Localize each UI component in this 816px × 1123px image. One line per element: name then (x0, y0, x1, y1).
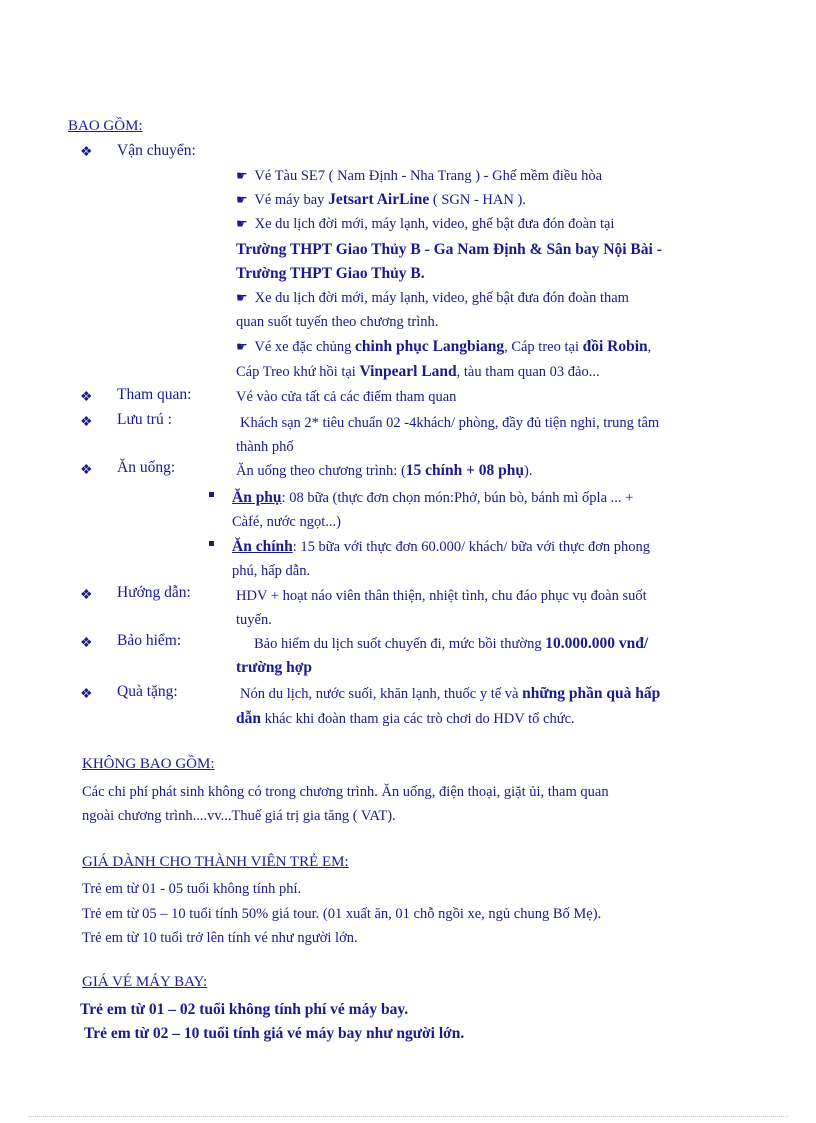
transport-line-3c: Trường THPT Giao Thủy B. (236, 265, 425, 282)
insurance-line-2: trường hợp (236, 659, 312, 676)
lodging-line-1: Khách sạn 2* tiêu chuẩn 02 -4khách/ phòng, đầy đủ tiện nghi, trung tâm (240, 415, 660, 431)
transport-line-3: ☛ Xe du lịch đời mới, máy lạnh, video, ghế bật đưa đón đoàn tại (236, 212, 760, 236)
lodging-line-2: thành phố (236, 439, 294, 455)
children-line-1: Trẻ em từ 01 - 05 tuổi không tính phí. (82, 881, 302, 897)
pointing-hand-icon: ☛ (236, 192, 248, 207)
square-bullet-icon (209, 492, 214, 497)
transport-line-1: ☛ Vé Tàu SE7 ( Nam Định - Nha Trang ) - Ghế mềm điều hòa (236, 164, 760, 188)
meals-label: Ăn uống: (117, 459, 176, 476)
excluded-line-1: Các chi phí phát sinh không có trong chương trình. Ăn uống, điện thoại, giặt ủi, tham quan (82, 784, 609, 800)
gift-line-2: dẫn khác khi đoàn tham gia các trò chơi do HDV tổ chức. (236, 710, 575, 727)
diamond-bullet-icon: ❖ (80, 687, 93, 702)
pointing-hand-icon: ☛ (236, 339, 248, 354)
main-meals-line-2: phú, hấp dẫn. (232, 563, 311, 579)
airfare-heading: GIÁ VÉ MÁY BAY: (82, 974, 208, 990)
airfare-line-2: Trẻ em từ 02 – 10 tuổi tính giá vé máy bay như người lớn. (84, 1025, 465, 1042)
excluded-line-2: ngoài chương trình....vv...Thuế giá trị gia tăng ( VAT). (82, 808, 396, 824)
transport-line-4: ☛ Xe du lịch đời mới, máy lạnh, video, ghế bật đưa đón đoàn tham (236, 286, 760, 310)
square-bullet-icon (209, 541, 214, 546)
side-meals-line-1: Ăn phụ: 08 bữa (thực đơn chọn món:Phở, bún bò, bánh mì ốpla ... + (232, 489, 634, 506)
diamond-bullet-icon: ❖ (80, 636, 93, 651)
children-line-2: Trẻ em từ 05 – 10 tuổi tính 50% giá tour. (01 xuất ăn, 01 chỗ ngồi xe, ngủ chung Bố Mẹ). (82, 906, 602, 922)
sightseeing-label: Tham quan: (117, 386, 192, 403)
page-footer-divider (28, 1116, 788, 1117)
pointing-hand-icon: ☛ (236, 168, 248, 183)
transport-label: Vận chuyển: (117, 142, 196, 159)
guide-line-1: HDV + hoạt náo viên thân thiện, nhiệt tình, chu đáo phục vụ đoàn suốt (236, 588, 647, 604)
gift-line-1: Nón du lịch, nước suối, khăn lạnh, thuốc y tế và những phần quà hấp (240, 685, 661, 702)
included-heading: BAO GỒM: (68, 118, 143, 134)
pointing-hand-icon: ☛ (236, 290, 248, 305)
sightseeing-text: Vé vào cửa tất cả các điểm tham quan (236, 389, 457, 405)
diamond-bullet-icon: ❖ (80, 463, 93, 478)
diamond-bullet-icon: ❖ (80, 145, 93, 160)
meals-text: Ăn uống theo chương trình: (15 chính + 08 phụ). (236, 462, 533, 479)
diamond-bullet-icon: ❖ (80, 588, 93, 603)
children-line-3: Trẻ em từ 10 tuổi trở lên tính vé như người lớn. (82, 930, 358, 946)
excluded-heading: KHÔNG BAO GỒM: (82, 756, 215, 772)
insurance-line-1: Bảo hiểm du lịch suốt chuyến đi, mức bồi thường 10.000.000 vnđ/ (254, 635, 649, 652)
pointing-hand-icon: ☛ (236, 216, 248, 231)
gift-label: Quà tặng: (117, 683, 178, 700)
guide-label: Hướng dẫn: (117, 584, 191, 601)
children-heading: GIÁ DÀNH CHO THÀNH VIÊN TRẺ EM: (82, 854, 349, 870)
transport-line-4b: quan suốt tuyến theo chương trình. (236, 314, 439, 330)
diamond-bullet-icon: ❖ (80, 415, 93, 430)
transport-line-3b: Trường THPT Giao Thủy B - Ga Nam Định & Sân bay Nội Bài - (236, 241, 662, 258)
airfare-line-1: Trẻ em từ 01 – 02 tuổi không tính phí vé máy bay. (80, 1001, 409, 1018)
side-meals-line-2: Càfé, nước ngọt...) (232, 514, 341, 530)
transport-line-5: ☛ Vé xe đặc chủng chinh phục Langbiang, Cáp treo tại đồi Robin, (236, 335, 760, 359)
transport-line-2: ☛ Vé máy bay Jetsart AirLine ( SGN - HAN ). (236, 188, 760, 212)
diamond-bullet-icon: ❖ (80, 390, 93, 405)
transport-line-6: Cáp Treo khứ hồi tại Vinpearl Land, tàu tham quan 03 đảo... (236, 363, 600, 380)
lodging-label: Lưu trú : (117, 411, 172, 428)
guide-line-2: tuyến. (236, 612, 272, 628)
insurance-label: Bảo hiểm: (117, 632, 182, 649)
main-meals-line-1: Ăn chính: 15 bữa với thực đơn 60.000/ khách/ bữa với thực đơn phong (232, 538, 651, 555)
